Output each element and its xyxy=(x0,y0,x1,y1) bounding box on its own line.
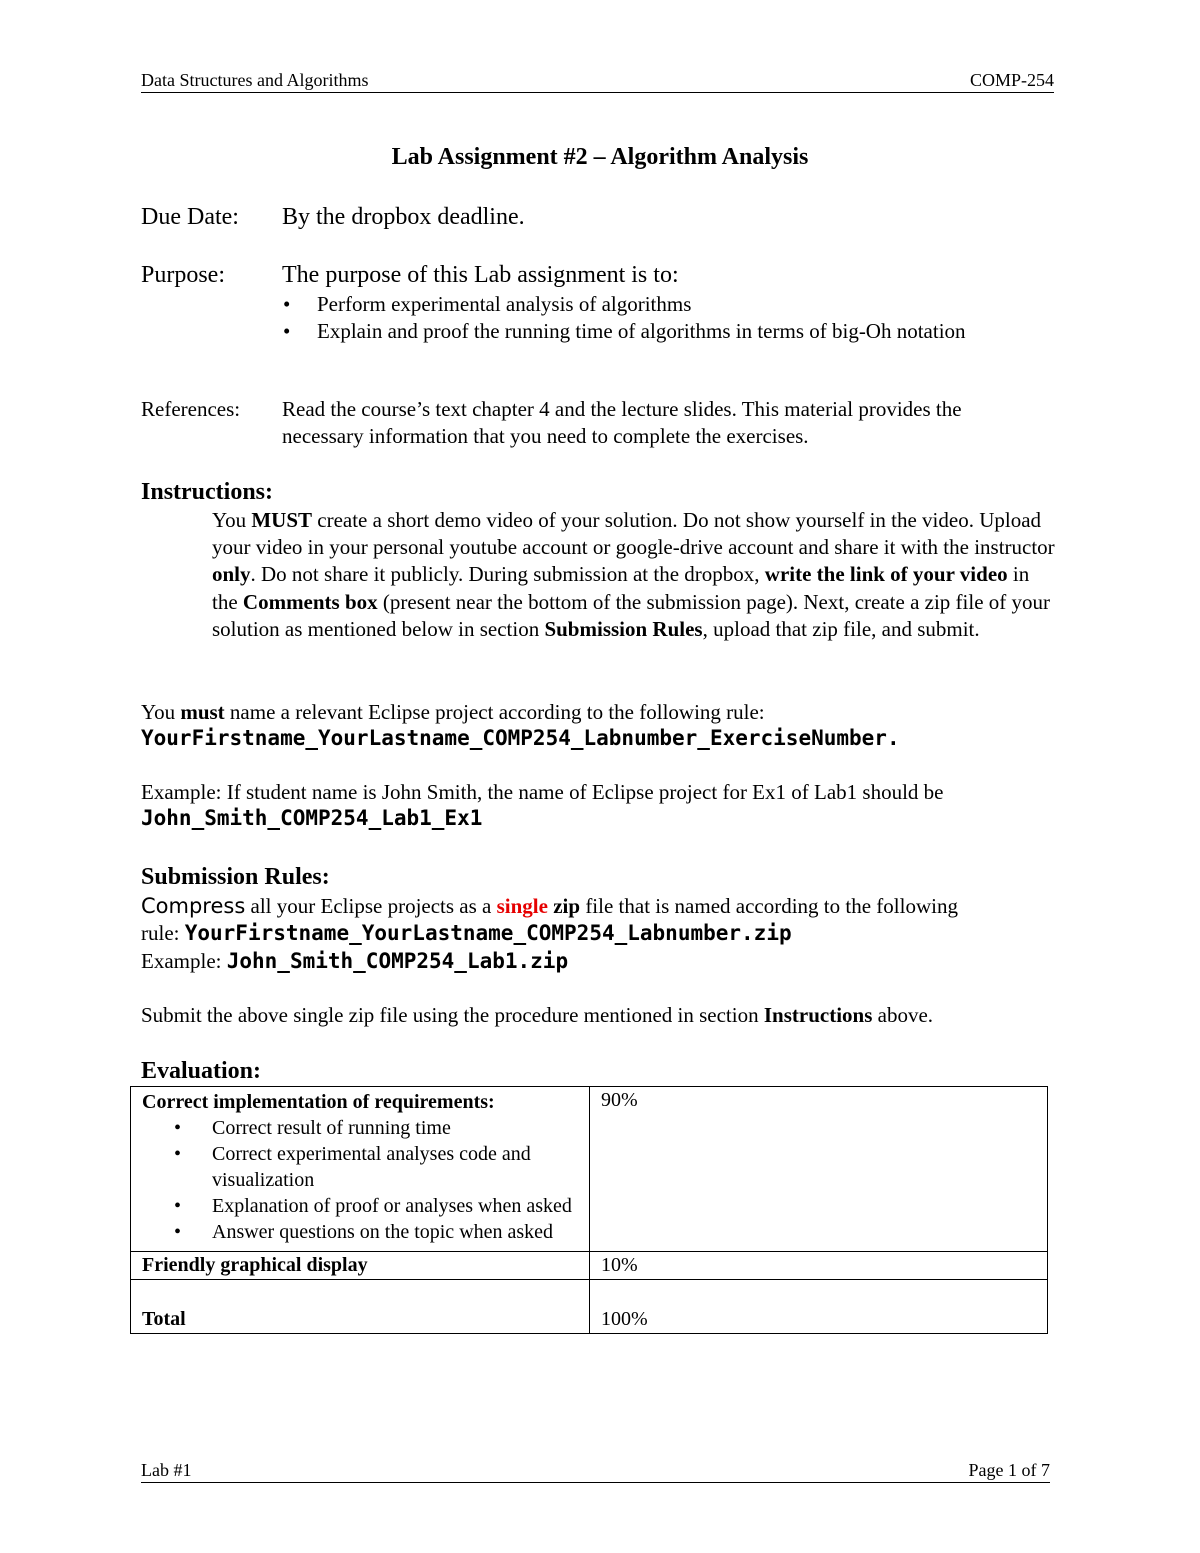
criterion-title: Correct implementation of requirements: xyxy=(142,1091,495,1113)
bullet-icon: • xyxy=(174,1143,182,1165)
table-cell xyxy=(131,1280,590,1334)
single-highlight: single xyxy=(496,894,548,918)
emphasis: Comments box xyxy=(242,589,378,614)
footer-page-number: Page 1 of 7 xyxy=(968,1460,1050,1480)
purpose-label: Purpose: xyxy=(141,262,225,288)
page-footer xyxy=(141,1460,1050,1483)
text: all your Eclipse projects as a xyxy=(245,894,497,918)
evaluation-heading: Evaluation: xyxy=(141,1058,262,1084)
table-cell xyxy=(590,1252,1048,1280)
text: above. xyxy=(872,1003,934,1027)
bullet-icon: • xyxy=(174,1221,182,1243)
bullet-icon: • xyxy=(174,1195,182,1217)
criterion-list xyxy=(142,1115,579,1245)
references-label: References: xyxy=(141,397,241,421)
references-line-1: Read the course’s text chapter 4 and the lecture slides. This material provides the xyxy=(282,397,962,421)
text: file that is named according to the following xyxy=(580,894,958,918)
emphasis: Submission Rules xyxy=(544,616,703,641)
bullet-icon: • xyxy=(283,319,291,343)
footer-lab-number: Lab #1 xyxy=(141,1460,192,1480)
due-date-label: Due Date: xyxy=(141,204,239,230)
bullet-icon: • xyxy=(174,1117,182,1139)
due-date-value: By the dropbox deadline. xyxy=(282,204,525,230)
zip-example-code: John_Smith_COMP254_Lab1.zip xyxy=(226,949,569,973)
instructions-heading: Instructions: xyxy=(141,479,274,505)
compress-word: Compress xyxy=(141,894,246,918)
emphasis: zip xyxy=(553,894,581,918)
text: Example: xyxy=(141,949,227,973)
emphasis: write the link of your video xyxy=(764,562,1008,587)
emphasis: Instructions xyxy=(763,1003,873,1027)
project-naming-rule: YourFirstname_YourLastname_COMP254_Labnumber_ExerciseNumber. xyxy=(141,726,900,750)
text: in the xyxy=(212,562,1030,614)
text: name a relevant Eclipse project according to the following rule: xyxy=(224,700,765,724)
list-item-text: Correct result of running time xyxy=(212,1117,451,1139)
table-cell xyxy=(131,1252,590,1280)
evaluation-table xyxy=(130,1086,1048,1334)
submission-compress-line xyxy=(141,893,958,920)
purpose-intro: The purpose of this Lab assignment is to: xyxy=(282,262,679,288)
emphasis: must xyxy=(180,700,225,724)
submission-example-line xyxy=(141,948,568,975)
emphasis: only xyxy=(212,562,251,587)
text: You xyxy=(212,508,252,532)
criterion-weight: 90% xyxy=(601,1089,638,1111)
text: Submit the above single zip file using the procedure mentioned in section xyxy=(141,1003,764,1027)
list-item-text: Explanation of proof or analyses when asked xyxy=(212,1195,572,1217)
zip-naming-rule: YourFirstname_YourLastname_COMP254_Labnumber.zip xyxy=(184,921,792,945)
instructions-paragraph xyxy=(212,507,1058,643)
submit-instructions xyxy=(141,1002,933,1029)
table-cell xyxy=(590,1087,1048,1252)
bullet-icon: • xyxy=(283,292,291,316)
naming-example: Example: If student name is John Smith, the name of Eclipse project for Ex1 of Lab1 should be xyxy=(141,780,944,804)
submission-rule-line xyxy=(141,920,792,947)
header-course-name: Data Structures and Algorithms xyxy=(141,70,369,90)
header-course-code: COMP-254 xyxy=(969,70,1054,90)
total-label: Total xyxy=(142,1308,186,1330)
text: (present near the bottom of the submission page). Next, create a zip file of your solution as mentioned below in section xyxy=(212,589,1051,641)
list-item xyxy=(174,1141,579,1193)
references-line-2: necessary information that you need to complete the exercises. xyxy=(282,424,809,448)
table-cell xyxy=(590,1280,1048,1334)
purpose-bullet-text: Explain and proof the running time of algorithms in terms of big-Oh notation xyxy=(317,319,966,343)
text: rule: xyxy=(141,921,185,945)
text: , upload that zip file, and submit. xyxy=(702,616,980,641)
purpose-bullet-text: Perform experimental analysis of algorithms xyxy=(317,292,692,316)
text: You xyxy=(141,700,181,724)
table-row xyxy=(131,1252,1048,1280)
naming-rule-intro xyxy=(141,699,765,726)
criterion-weight: 10% xyxy=(601,1254,638,1276)
table-row xyxy=(131,1087,1048,1252)
list-item-text: Correct experimental analyses code and visualization xyxy=(212,1143,531,1191)
text: . Do not share it publicly. During submission at the dropbox, xyxy=(250,562,765,587)
page-header xyxy=(141,70,1054,93)
table-cell xyxy=(131,1087,590,1252)
naming-example-code: John_Smith_COMP254_Lab1_Ex1 xyxy=(141,806,483,830)
emphasis: MUST xyxy=(251,508,313,532)
criterion-title: Friendly graphical display xyxy=(142,1254,368,1276)
list-item xyxy=(174,1115,579,1141)
list-item xyxy=(174,1193,579,1219)
list-item-text: Answer questions on the topic when asked xyxy=(212,1221,554,1243)
text: create a short demo video of your solution. Do not show yourself in the video. Upload your video in your personal youtube account or google-drive account and share it with the instructor xyxy=(212,508,1055,560)
table-row xyxy=(131,1280,1048,1334)
total-weight: 100% xyxy=(601,1308,648,1330)
submission-rules-heading: Submission Rules: xyxy=(141,864,330,890)
page-title: Lab Assignment #2 – Algorithm Analysis xyxy=(391,144,809,170)
list-item xyxy=(174,1219,579,1245)
